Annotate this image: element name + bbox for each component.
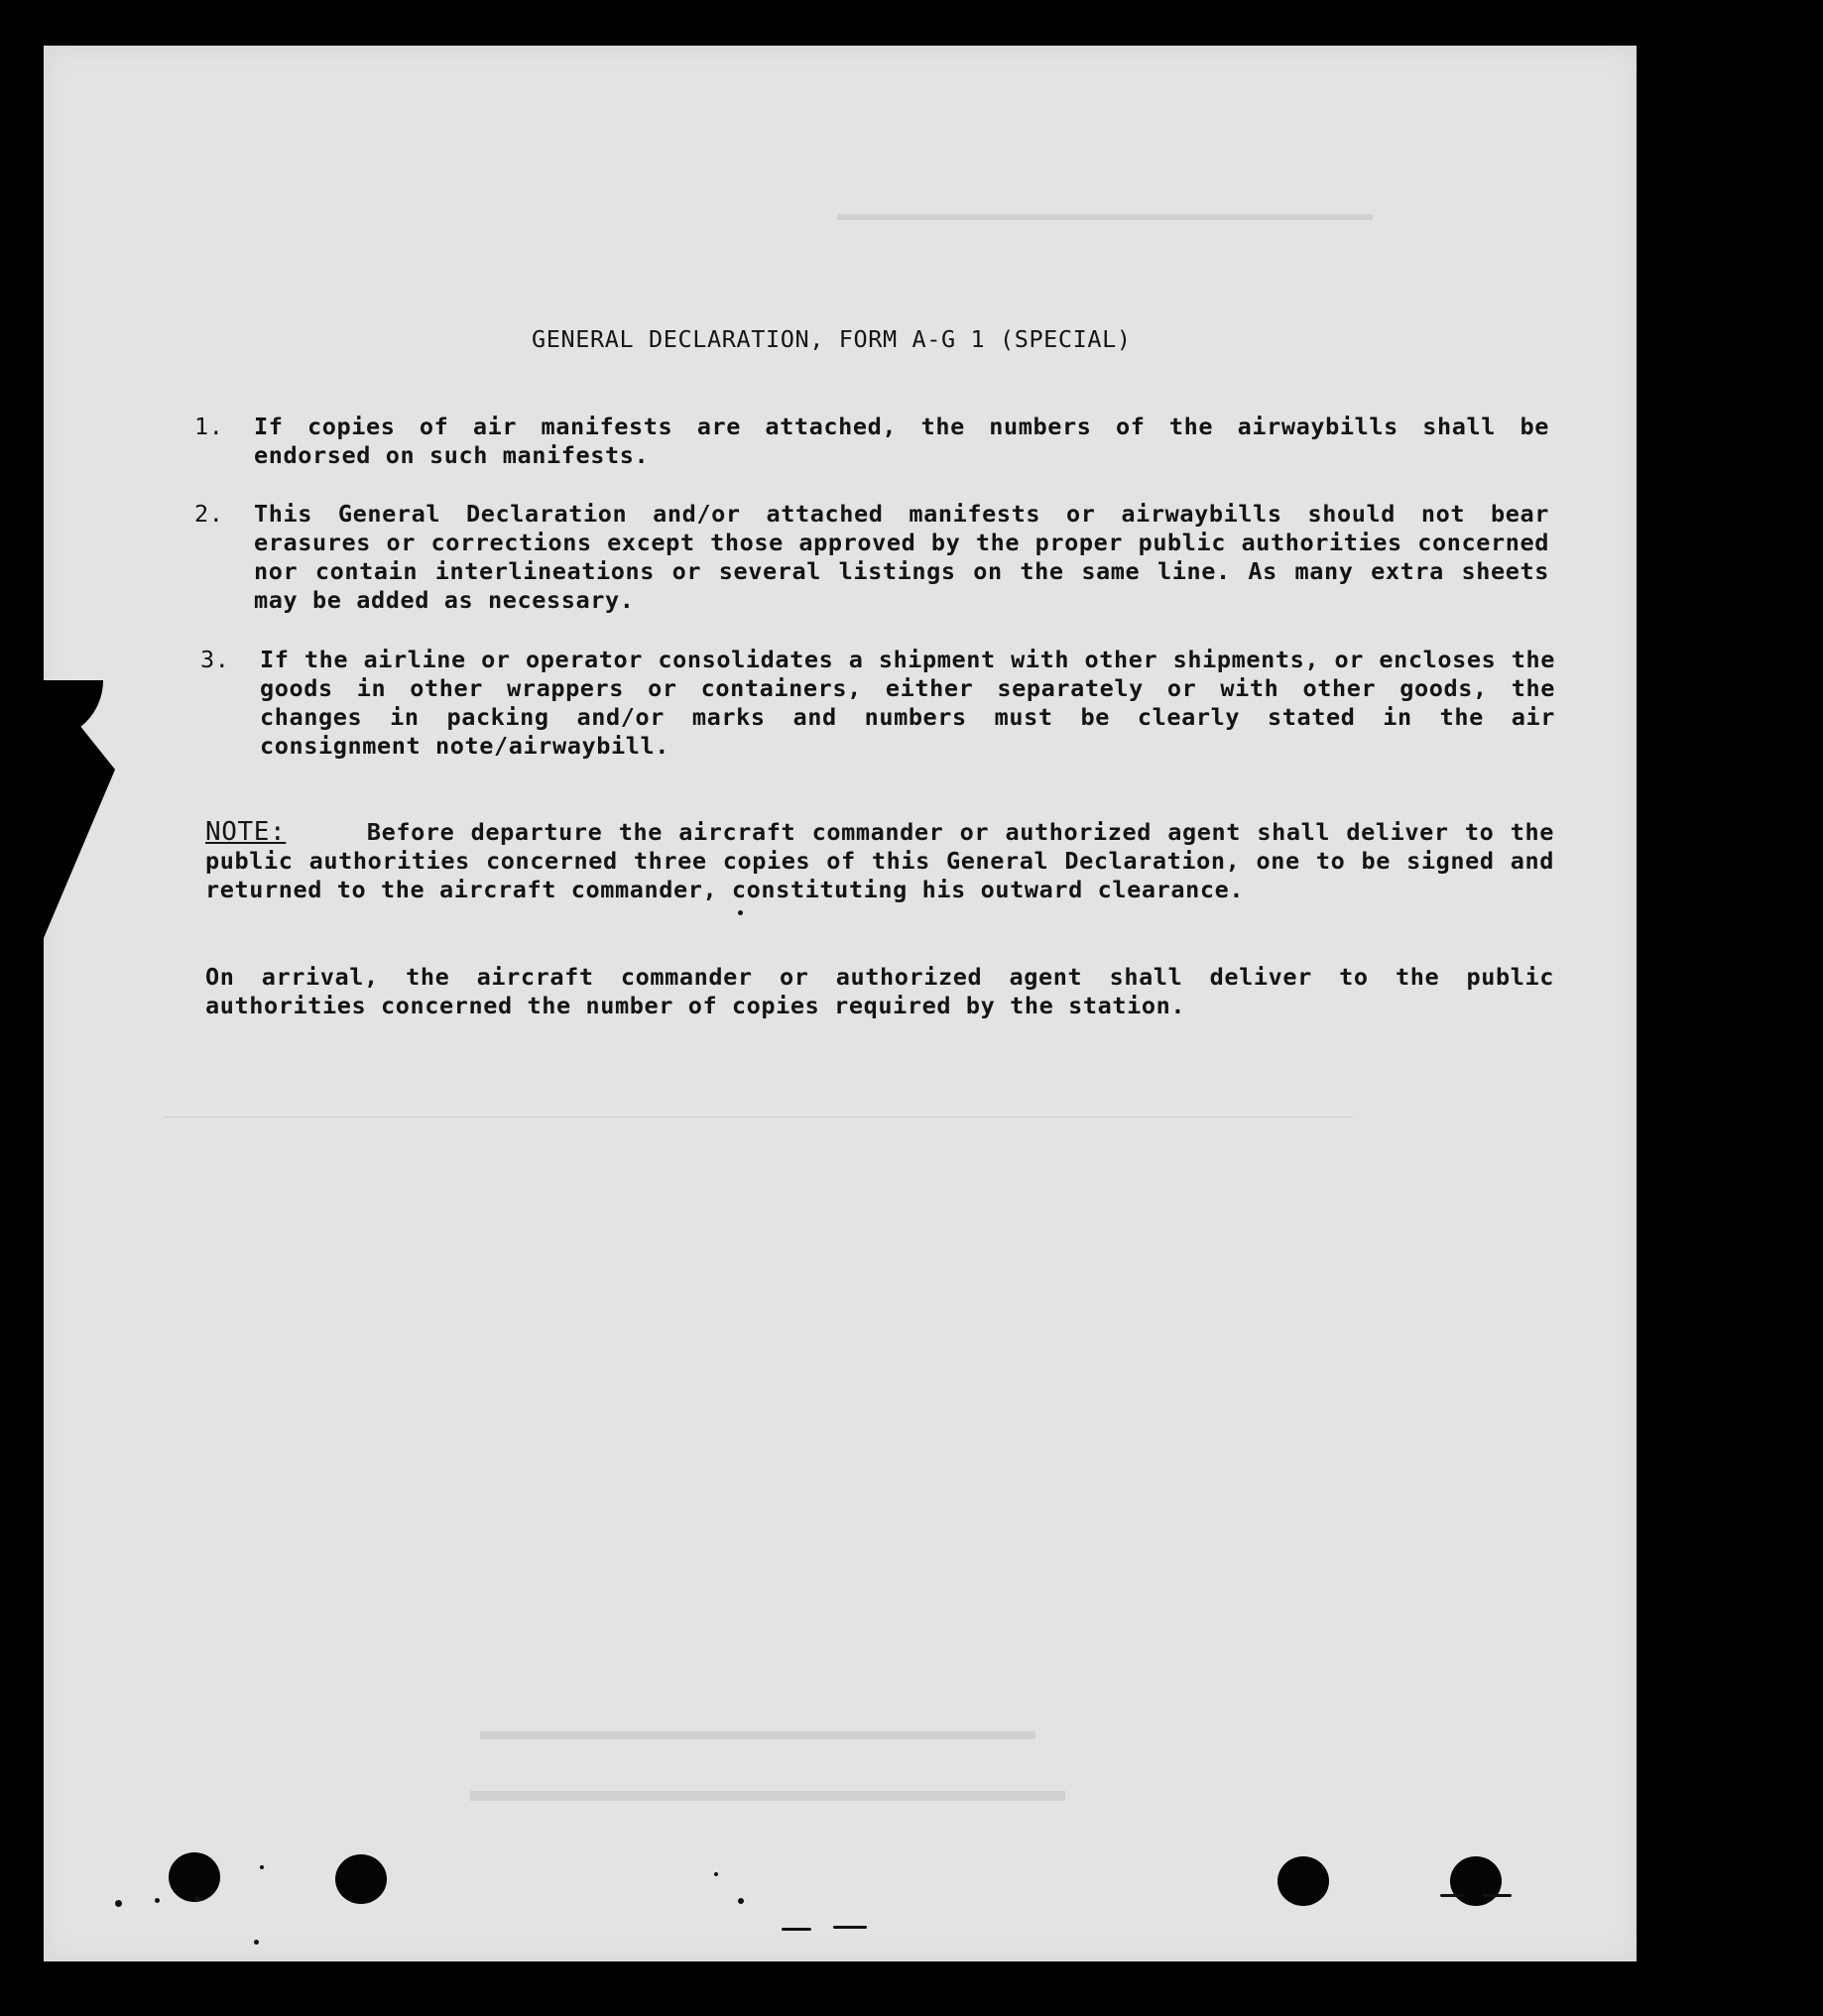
- arrival-paragraph: On arrival, the aircraft commander or authorized agent shall deliver to the public authorities concerned the number of copies required by the station.: [205, 963, 1554, 1019]
- item-text: If the airline or operator consolidates a shipment with other shipments, or encloses the goods in other wrappers or containers, either separately or with other goods, the changes in packing and/or marks and numbers must be clearly stated in the air consignment note/airwaybill.: [260, 646, 1555, 760]
- document-page: [44, 46, 1637, 1961]
- speck: [254, 1940, 259, 1945]
- speck: [194, 1896, 200, 1902]
- punch-hole: [335, 1854, 387, 1904]
- dash-mark: [1482, 1894, 1512, 1897]
- dash-mark: [833, 1926, 867, 1929]
- item-number: 2.: [194, 500, 224, 528]
- speck: [714, 1872, 718, 1876]
- speck: [155, 1898, 160, 1903]
- note-label: NOTE:: [205, 817, 287, 847]
- item-text: This General Declaration and/or attached manifests or airwaybills should not bear erasures or corrections except those approved by the proper public authorities concerned nor contain interlineations or several listings on the same line. As many extra sheets may be added as necessary.: [254, 500, 1549, 614]
- punch-hole: [169, 1852, 220, 1902]
- item-number: 3.: [200, 646, 230, 673]
- item-text: If copies of air manifests are attached, the numbers of the airwaybills shall be endorsed on such manifests.: [254, 413, 1549, 469]
- punch-hole: [1277, 1856, 1329, 1906]
- note-text: Before departure the aircraft commander or authorized agent shall deliver to the public authorities concerned three copies of this General Declaration, one to be signed and returned to the aircraft commander, constituting his outward clearance.: [205, 818, 1554, 903]
- speck: [115, 1900, 122, 1907]
- document-title: GENERAL DECLARATION, FORM A-G 1 (SPECIAL): [532, 325, 1132, 353]
- speck: [260, 1865, 264, 1869]
- item-number: 1.: [194, 413, 224, 440]
- speck: [738, 910, 743, 915]
- punch-hole: [1450, 1856, 1502, 1906]
- dash-mark: [782, 1928, 811, 1931]
- speck: [738, 1898, 744, 1904]
- note-paragraph: [205, 818, 1554, 904]
- document-text: [44, 46, 1637, 1961]
- dash-mark: [1440, 1894, 1464, 1897]
